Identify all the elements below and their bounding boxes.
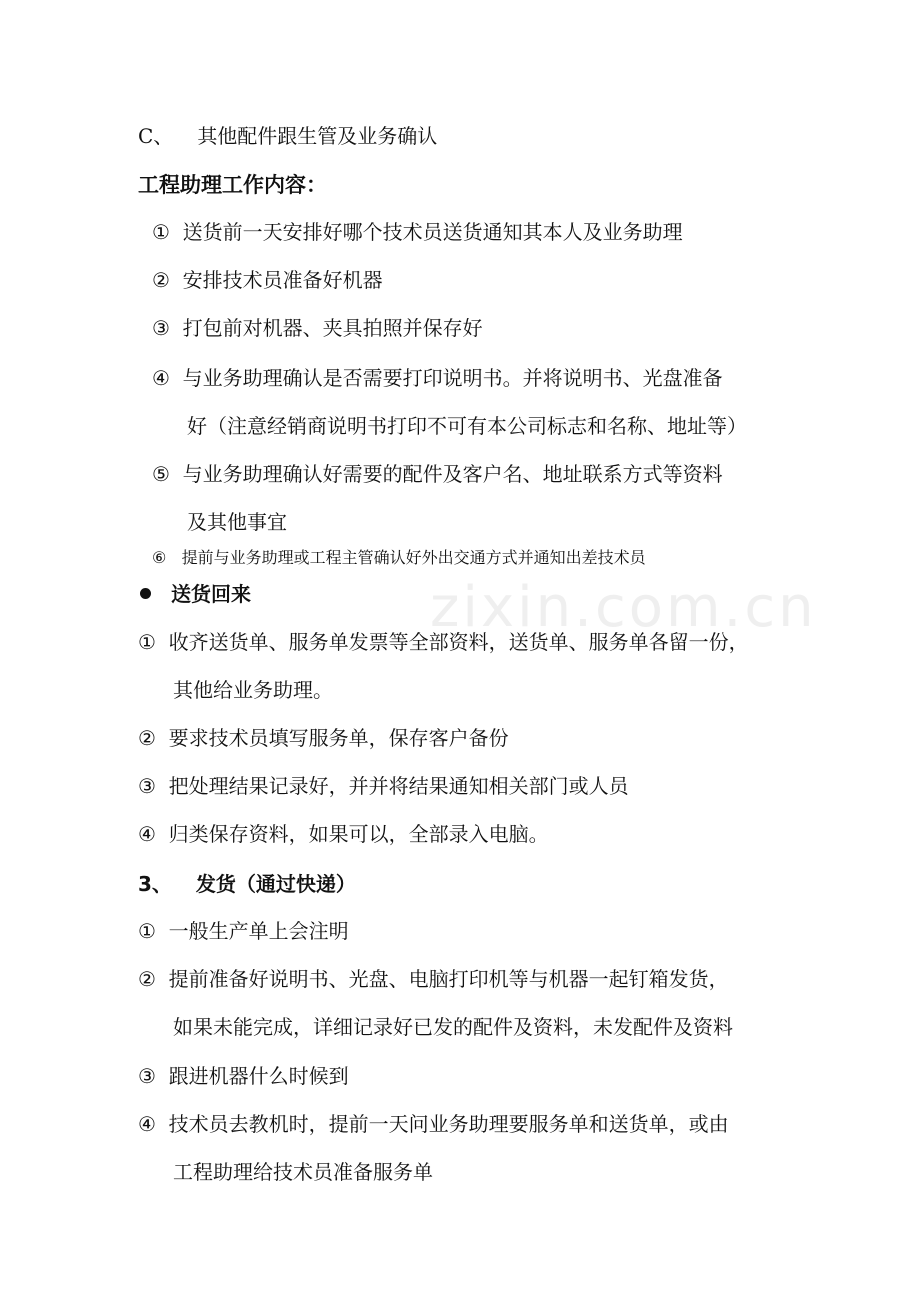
shipping-item-4 (138, 1112, 729, 1136)
shipping-item-4-continuation: 工程助理给技术员准备服务单 (173, 1160, 433, 1184)
item-text: 与业务助理确认好需要的配件及客户名、地址联系方式等资料 (182, 462, 723, 486)
item-number: ⑤ (152, 462, 170, 486)
assistant-item-4-continuation: 好（注意经销商说明书打印不可有本公司标志和名称、地址等） (187, 414, 747, 438)
item-text: 跟进机器什么时候到 (168, 1064, 349, 1088)
section-c-marker: C、 (138, 124, 174, 148)
shipping-item-2-continuation: 如果未能完成，详细记录好已发的配件及资料，未发配件及资料 (173, 1015, 733, 1039)
shipping-heading-line (138, 872, 356, 896)
assistant-item-1 (152, 220, 683, 244)
assistant-item-2 (152, 268, 383, 292)
item-text: 安排技术员准备好机器 (182, 268, 383, 292)
item-text: 收齐送货单、服务单发票等全部资料，送货单、服务单各留一份， (168, 630, 749, 654)
item-text: 把处理结果记录好，并并将结果通知相关部门或人员 (168, 774, 629, 798)
shipping-heading-number: 3、 (138, 872, 172, 896)
shipping-heading: 发货（通过快递） (195, 872, 356, 896)
item-text: 送货前一天安排好哪个技术员送货通知其本人及业务助理 (182, 220, 683, 244)
item-number: ① (138, 630, 156, 654)
bullet-icon (140, 588, 151, 599)
return-heading: 送货回来 (171, 582, 251, 606)
section-c-line (138, 124, 437, 148)
return-item-4 (138, 822, 549, 846)
assistant-item-6 (152, 548, 646, 568)
return-item-1 (138, 630, 749, 654)
item-text: 一般生产单上会注明 (168, 919, 349, 943)
item-text: 提前与业务助理或工程主管确认好外出交通方式并通知出差技术员 (181, 548, 646, 567)
item-number: ③ (152, 316, 170, 340)
item-text: 提前准备好说明书、光盘、电脑打印机等与机器一起钉箱发货， (168, 967, 729, 991)
item-number: ④ (152, 366, 170, 390)
item-text: 要求技术员填写服务单，保存客户备份 (168, 726, 509, 750)
item-number: ③ (138, 1064, 156, 1088)
return-item-2 (138, 726, 509, 750)
return-heading-line (140, 582, 251, 606)
watermark: zixin.com.cn (430, 575, 817, 640)
item-number: ② (152, 268, 170, 292)
item-text: 打包前对机器、夹具拍照并保存好 (182, 316, 483, 340)
section-c-text: 其他配件跟生管及业务确认 (197, 124, 438, 148)
shipping-item-1 (138, 919, 349, 943)
assistant-item-3 (152, 316, 483, 340)
item-number: ③ (138, 774, 156, 798)
item-text: 技术员去教机时，提前一天问业务助理要服务单和送货单，或由 (168, 1112, 729, 1136)
item-number: ① (152, 220, 170, 244)
shipping-item-2 (138, 967, 729, 991)
assistant-item-5 (152, 462, 723, 486)
item-number: ⑥ (152, 548, 167, 567)
assistant-item-5-continuation: 及其他事宜 (187, 510, 287, 534)
item-text: 与业务助理确认是否需要打印说明书。并将说明书、光盘准备 (182, 366, 723, 390)
shipping-item-3 (138, 1064, 349, 1088)
return-item-1-continuation: 其他给业务助理。 (173, 678, 333, 702)
assistant-heading: 工程助理工作内容： (138, 173, 327, 197)
item-number: ④ (138, 822, 156, 846)
assistant-item-4 (152, 366, 723, 390)
item-text: 归类保存资料，如果可以，全部录入电脑。 (168, 822, 549, 846)
return-item-3 (138, 774, 629, 798)
item-number: ② (138, 967, 156, 991)
item-number: ① (138, 919, 156, 943)
item-number: ④ (138, 1112, 156, 1136)
item-number: ② (138, 726, 156, 750)
